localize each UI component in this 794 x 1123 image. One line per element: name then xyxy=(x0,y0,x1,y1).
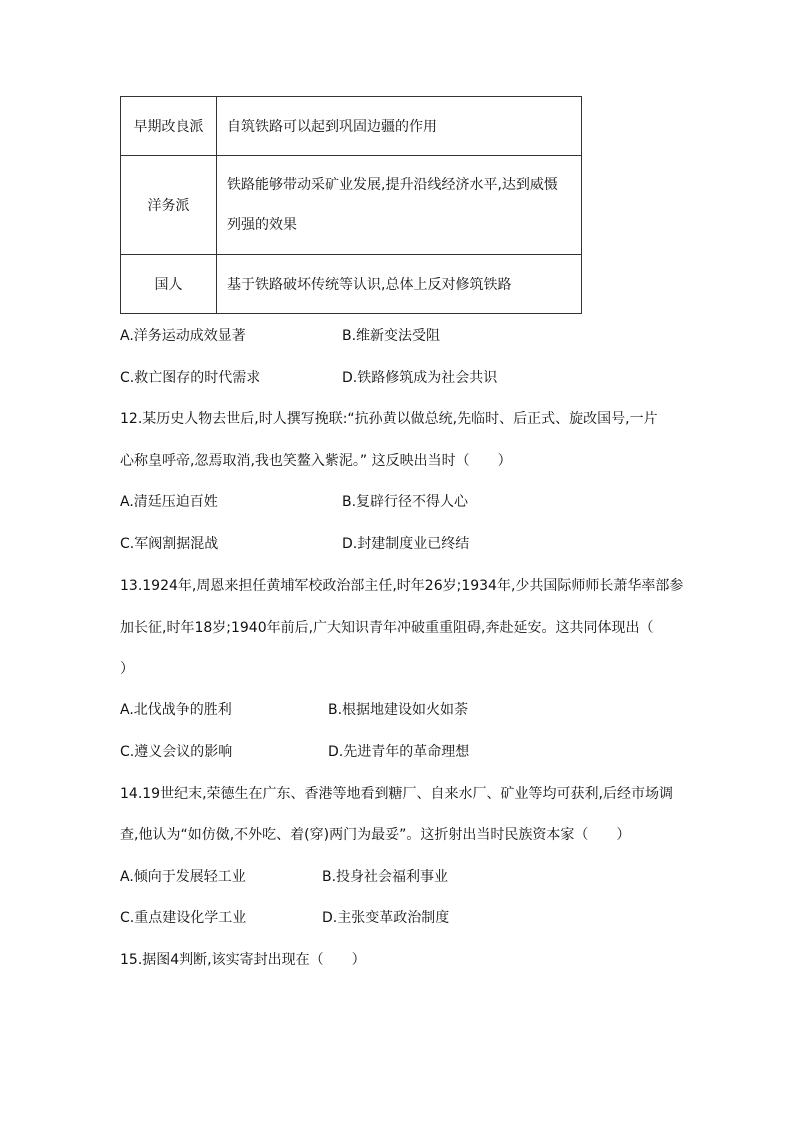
table-row xyxy=(121,97,582,156)
q12-stem-line1: 12.某历史人物去世后,时人撰写挽联:“抗孙黄以做总统,先临时、后正式、旋改国号,一片 xyxy=(120,411,658,427)
q14-stem-line2: 查,他认为“如仿傚,不外吃、着(穿)两门为最妥”。这折射出当时民族资本家（ ） xyxy=(120,827,631,843)
table-cell-group: 洋务派 xyxy=(121,156,217,255)
table-cell-view: 自筑铁路可以起到巩固边疆的作用 xyxy=(217,97,582,156)
q12-option-a[interactable]: A.清廷压迫百姓 xyxy=(120,494,218,510)
q13-stem-line2: 加长征,时年18岁;1940年前后,广大知识青年冲破重重阻碍,奔赴延安。这共同体现出（ xyxy=(120,620,654,636)
q14-stem-line1: 14.19世纪末,荣德生在广东、香港等地看到糖厂、自来水厂、矿业等均可获利,后经市场调 xyxy=(120,786,673,802)
q14-option-d[interactable]: D.主张变革政治制度 xyxy=(322,910,450,926)
table-cell-view: 基于铁路破坏传统等认识,总体上反对修筑铁路 xyxy=(217,255,582,314)
q12-option-d[interactable]: D.封建制度业已终结 xyxy=(342,536,470,552)
q13-stem-line1: 13.1924年,周恩来担任黄埔军校政治部主任,时年26岁;1934年,少共国际师师长萧华率部参 xyxy=(120,578,684,594)
q13-option-d[interactable]: D.先进青年的革命理想 xyxy=(328,744,470,760)
table-cell-view xyxy=(217,156,582,255)
q13-option-b[interactable]: B.根据地建设如火如荼 xyxy=(328,702,469,718)
q15-stem-line1: 15.据图4判断,该实寄封出现在（ ） xyxy=(120,952,366,968)
q14-option-b[interactable]: B.投身社会福利事业 xyxy=(322,869,449,885)
q12-option-c[interactable]: C.军阀割据混战 xyxy=(120,536,219,552)
q11-option-c[interactable]: C.救亡图存的时代需求 xyxy=(120,370,261,386)
comparison-table xyxy=(120,96,582,314)
q11-option-b[interactable]: B.维新变法受阻 xyxy=(342,328,441,344)
q13-option-a[interactable]: A.北伐战争的胜利 xyxy=(120,702,232,718)
q11-option-a[interactable]: A.洋务运动成效显著 xyxy=(120,328,246,344)
table-cell-group: 国人 xyxy=(121,255,217,314)
table-cell-group: 早期改良派 xyxy=(121,97,217,156)
table-cell-view-line: 列强的效果 xyxy=(227,217,297,233)
q11-option-d[interactable]: D.铁路修筑成为社会共识 xyxy=(342,370,498,386)
table-row xyxy=(121,255,582,314)
q12-stem-line2: 心称皇呼帝,忽焉取消,我也笑鳌入紫泥。” 这反映出当时（ ） xyxy=(120,453,512,469)
q14-option-a[interactable]: A.倾向于发展轻工业 xyxy=(120,869,246,885)
q14-option-c[interactable]: C.重点建设化学工业 xyxy=(120,910,247,926)
q12-option-b[interactable]: B.复辟行径不得人心 xyxy=(342,494,469,510)
q13-option-c[interactable]: C.遵义会议的影响 xyxy=(120,744,233,760)
q13-stem-line3: ） xyxy=(120,661,134,677)
table-row xyxy=(121,156,582,255)
table-cell-view-line: 铁路能够带动采矿业发展,提升沿线经济水平,达到威慑 xyxy=(227,177,558,193)
